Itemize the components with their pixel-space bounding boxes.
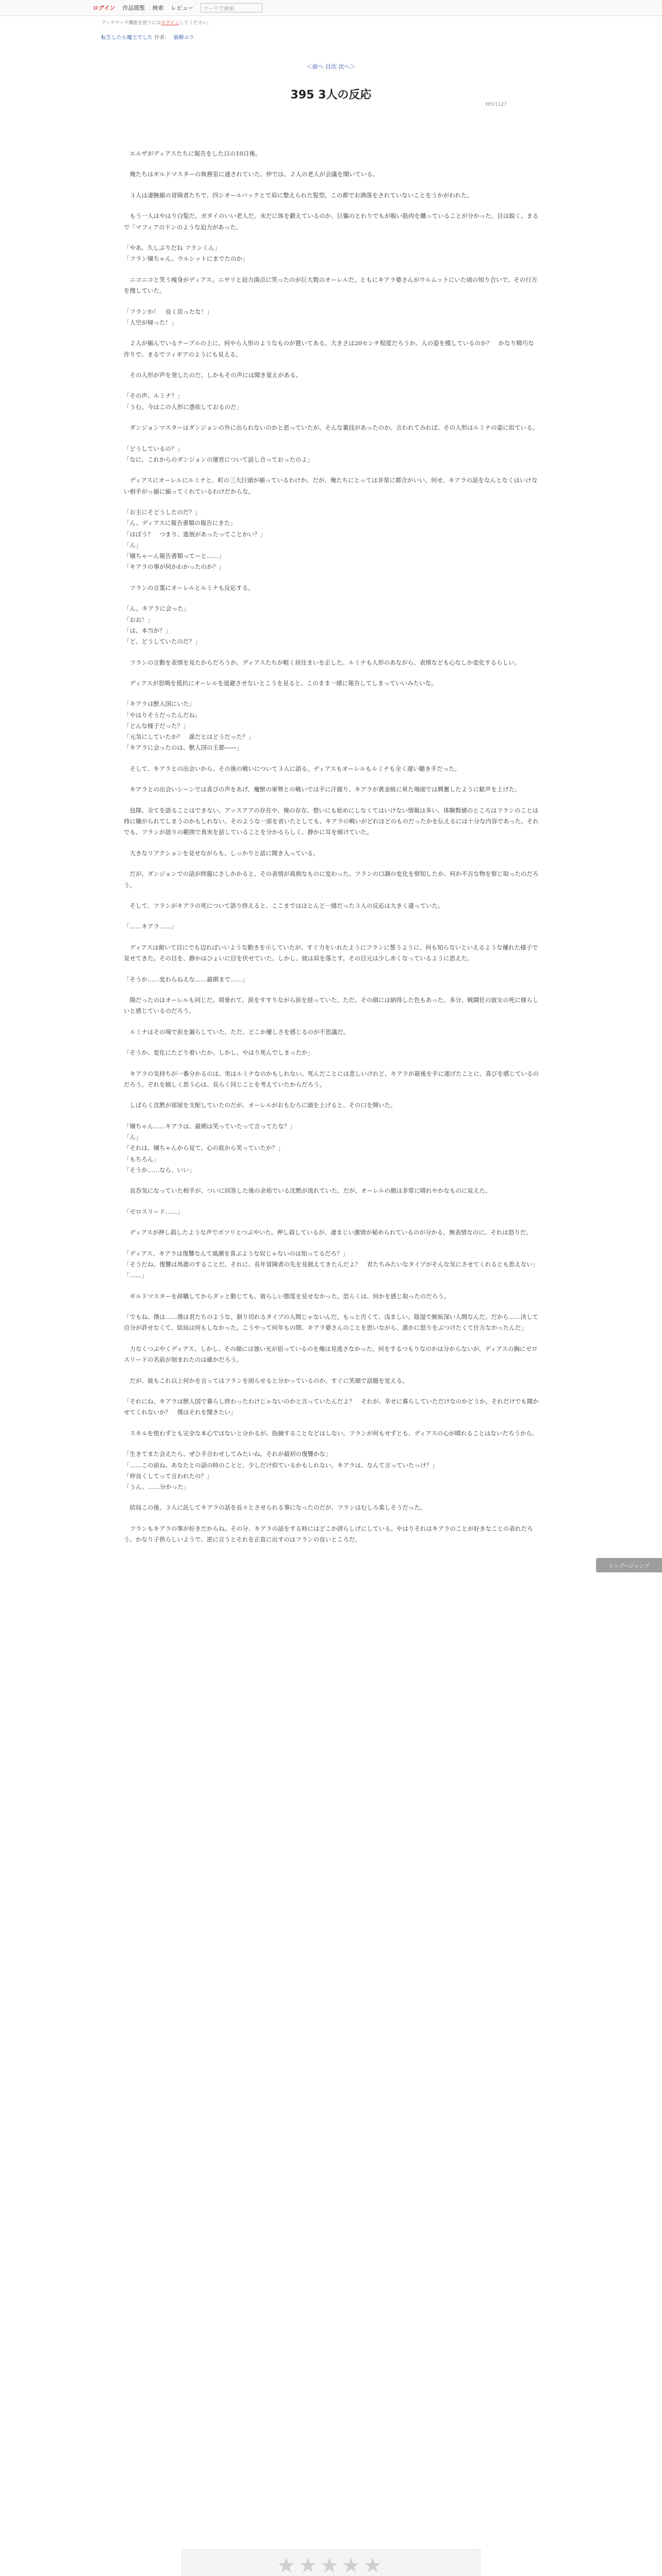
scroll-to-top-button[interactable]: トップへジャンプ (596, 1558, 662, 1572)
chapter-paragraph: フランもキアラの事が好きだからね。その分、キアラの話をする時にはどこか誇らしげにしている。やはりそれはキアラのことが好きなことの表れだろう。かなり子供らしいようで、逆に言うとそれを正直に出すのはフランの良いところだ。 (124, 1524, 533, 1544)
next-chapter-link[interactable]: 次へ＞ (338, 63, 356, 70)
chapter-paragraph: 「ディアス、キアラは復讐なんて風潮を喜ぶような奴じゃないのは知ってるだろ？」 「そうだね。復讐は馬鹿のすることだ。それに、長年冒険者の先を見据えてきたんだよ？ 君たちみたいなタイプがそんな気にさせてくれるとも思えない」 「……」 (124, 1249, 539, 1279)
chapter-paragraph: 「……キアラ……」 (124, 923, 177, 930)
chapter-paragraph: 俺たちはギルドマスターの執務室に通されていた。仲では、２人の老人が会議を聞いている。 (124, 171, 379, 178)
chapter-paragraph: 「そうか……変わらねえな……最期まで……」 (124, 975, 249, 983)
chapter-paragraph: 「生きてまた会えたら、ぜひ手合わせしてみたいね。それが最初の復讐かな」 「……この前ね、あなたとの話の時のことと、少しだけ似ているかもしれない。キアラは、なんて言っていたっけ？」 「仲良くしてって言われたの？」 「うん。……分かった」 (124, 1450, 438, 1491)
chapter-title: 395 3人の反応 (290, 89, 372, 101)
rating-stars[interactable]: ★★★★★ (277, 2554, 385, 2576)
chapter-paragraph: キアラの気持ちが一番分かるのは、実はルミナなのかもしれない。死んだことには悲しいけれど、キアラが最後を手に遂げたことに、喜びを感じているのだろう。ぞれを嬉しく思う心は、長らく同じことを考えていたからだろう。 (124, 1070, 539, 1088)
bookmark-login-notice (0, 16, 662, 26)
chapter-paragraph: 「キアラは獣人国にいた」 「やはりそうだったんだね」 「どんな様子だった？」 「元気にしていたか？ 誰だとはどうだった？」 「キアラに会ったのは、獣人国の王都――」 (124, 700, 254, 752)
chapter-paragraph: ディアスが怒鳴を抵抗にオーレルを退避させないとこうを見ると、このまま一緒に報告してしまっていいみたいな。 (124, 679, 437, 687)
chapter-body (124, 148, 539, 1555)
chapter-nav-top (0, 62, 662, 71)
chapter-paragraph: 「お主にそどうしたのだ？」 「ん、ディアスに報告書類の報告にきた」 「はぼう？ つまり、進展があったってことかい？」 「ん」 「嬢ちゃーん報告書類ってーと……」 「キアラの事が何かわかったのか？」 (124, 509, 266, 571)
chapter-paragraph: 「嬢ちゃん……キアラは、最期は笑っていたって言ってたな？」 「ん」 「それは、嬢ちゃんから見て、心の底から笑っていたか？」 「もちろん」 「そうか……なら、いい」 (124, 1122, 296, 1174)
chapter-paragraph: ギルドマスターを辞職してからダッと動じても、彼らしい態度を見せなかった。恐らくは、何かを感じ取ったのだろう。 (124, 1292, 450, 1300)
chapter-paragraph: 「それにね、キアラは獣人国で暮らし終わったわけじゃないのかと言っていたんだよ？ それが、幸せに暮らしていただけなのかどうか。それだけでも聞かせてくれないか？ 僕はそれを聞きたい」 (124, 1398, 539, 1416)
chapter-paragraph: フランの言動を表情を見たからだろうか。ディアスたちが軽く居住まいを正した。ルミナも人形のあながら、表情なども心なしか変化するらしい。 (124, 658, 521, 666)
chapter-paragraph: そして、フランがキアラの死について語り終えると、ここまではほとんど一緒だった３人の反応は大きく違っていた。 (124, 902, 444, 909)
notice-prefix: ブックマーク機能を使うには (101, 21, 161, 26)
search-input[interactable]: ワードで検索 (201, 3, 262, 12)
top-navbar (0, 0, 662, 16)
nav-item-review[interactable]: レビュー (171, 5, 194, 11)
chapter-paragraph: 陽だったのはオーレルも同じだ。項垂れて、涙をすすりながら涙を経っていた。ただ、その顔には納得した色もあった。多分、戦闘狂の彼女の死に様らしいと感じているのだろう。 (124, 996, 539, 1015)
nav-item-browse[interactable]: 作品閲覧 (122, 5, 145, 11)
chapter-paragraph: もう一人はやはり白髪だ。ガタイのいい老人だ。未だに体を鍛えているのか、巨軀のとわりでもが賑い筋肉を纏っていることが分かった。目は鋭く、まるで「マフィアのドンのような迫力があった。 (124, 212, 539, 231)
chapter-paragraph: 包隊、全てを語ることはできない。アッスアアの存在や、俺の存在、想いにも始めにしなくてはいけない情報は多い。体験数値のところはフランのことは持に嫌がられてしまうのかもしれない。そのような一部を省いたとしても、キアラの戦いがどれほどのものだったかを伝えるには十分な内容であった。それでも、フランが語りの範囲で真実を話していることを分かるらしく、静かに耳を傾けていた。 (124, 806, 539, 836)
chapter-paragraph: だが、ダンジョンでの話が終盤にさしかかると、その表情が真剣なものに変わった。フランの口調の変化を察知したか、何か不吉な物を察じ取ったのだろう。 (124, 870, 539, 889)
chapter-paragraph: ダンジョンマスターはダンジョンの外に出られないのかと思っていたが、そんな裏技があったのか。言われてみれば、その人形はルミナの姿に似ている。 (124, 424, 539, 432)
chapter-paragraph: ２人が揃んでいるテーブルの上に、何やら人形のようなものが置いてある。大きさは20センチ程度だろうか。人の姿を模しているのか？ かなり精巧な作りで、まるでフィギアのようにも見える。 (124, 340, 534, 358)
chapter-paragraph: 「その声、ルミナ？」 「うむ。今はこの人形に憑依しておるのだ」 (124, 392, 242, 411)
chapter-paragraph: その人形が声を発したのだ。しかもその声には聞き覚えがある。 (124, 371, 302, 379)
toc-link[interactable]: 目次 (325, 63, 337, 70)
rating-panel (181, 2549, 481, 2576)
chapter-paragraph: 力なくつぶやくディアス。しかし、その顔には強い光が宿っているのを俺は見逃さなかった。何をするつもりなのかは分からないが、ディアスの胸にゼロスリードの名前が刻まれたのは確かだろう。 (124, 1345, 538, 1364)
series-title-link[interactable]: 転生したら魔王でした (101, 35, 153, 41)
chapter-paragraph: 大きなリアクションを見せながらも、しっかりと話に聞き入っている。 (124, 849, 319, 857)
chapter-paragraph: しばらく沈黙が部屋を支配していたのだが、オーレルがおもむろに頭を上げると、その口を開いた。 (124, 1101, 396, 1109)
chapter-paragraph: ディアスが押し殺したような声でポツリとつぶやいた。押し殺しているが、凄まじい激情が秘められているのが分かる。無表情なのに、それは怒りだ。 (124, 1229, 532, 1236)
chapter-number: 395/1127 (485, 102, 507, 107)
chapter-paragraph: ３人は凄腕揃の冒険者たちで、四シオールバックとで肩に整えられた髪型。この都でお酒落をされていないことをうかがわれた。 (124, 191, 473, 199)
breadcrumb (0, 26, 662, 41)
chapter-paragraph: 「フランか！ 良く戻ったな！」 「人空が帰った！」 (124, 308, 213, 326)
chapter-paragraph: だが、彼もこれ以上何かを言ってはフランを困らせると分かっているのか、すぐに笑顔で話題を変える。 (124, 1377, 408, 1384)
nav-item-search[interactable]: 検索 (152, 5, 164, 11)
chapter-paragraph: 「やあ、久しぶりだね フランくん」 「フラン嬢ちゃん、ウルシットにまでたのか」 (124, 244, 249, 263)
author-link[interactable]: 猫柳ユウ (173, 35, 194, 41)
chapter-paragraph: そして、キアラとの出会いから、その後の戦いについて３人に語る。ディアスもオーレルもルミナも全く遅い聴き手だった。 (124, 765, 461, 772)
chapter-paragraph: 良呑気になっていた相手が、ついに回答した後の余裕でいる沈黙が流れていた。だが、オーレルの顔は非常に晴れやかなものに見えた。 (124, 1187, 491, 1195)
login-link[interactable]: ログイン (93, 5, 115, 11)
author-label: 作者： (154, 35, 170, 41)
chapter-paragraph: 「でもね、僕は……僕は君たちのような、割り切れるタイプの人間じゃないんだ。もっと汚くて、浅ましい。陰湿で嫉妬深い人間なんだ。だから……決して自分が許せなくて、結局は何もしなかった。こうやって何年もの間、キアラ婆さんのことを思いながら、誰かに怒りをぶつけたくて仕方なかったんだ」 (124, 1313, 539, 1332)
chapter-paragraph: フランの言葉にオーレルとルミナも反応する。 (124, 584, 254, 591)
chapter-paragraph: ルミナはその場で涙を漏らしていた。ただ、どこか優しさを感じるのが不思議だ。 (124, 1028, 349, 1036)
chapter-paragraph: エルザがディアスたちに報告をした日の10日後。 (124, 150, 261, 157)
chapter-paragraph: 「ゼロスリード……」 (124, 1208, 183, 1215)
notice-suffix: してください。 (179, 21, 212, 26)
notice-login-link[interactable]: ログイン (161, 21, 179, 26)
chapter-paragraph: 「ん。キアラに会った」 「おお！」 「は、本当か？」 「ど、どうしていたのだ？」 (124, 605, 201, 646)
chapter-paragraph: 「どうしているの？」 「なに、これからのダンジョンの運営について話し合っておったのよ」 (124, 445, 313, 463)
chapter-paragraph: ディアスにオーレルにルミナと、町の三大巨頭が揃っているわけか。だが、俺たちにとっては非常に都合がいい。何せ、キアラの話をなんとなくはいけない相手がっ揃に揃ってくれているわけだからな。 (124, 477, 538, 495)
chapter-paragraph: ニコニコと笑う瘦身がディアス。ニヤリと迫力満点に笑ったのが巨大数のオーレルだ。ともにキアラ婆さんがウルムットにいた頃の知り合いで、その行方を捜していた。 (124, 276, 538, 295)
chapter-paragraph: ディアスは俯いて目にでも辺ればいいような動きを示していたが、すぐ力をいれたようにフランに誓うように、何も知らないといえるような優れた様子で見せてきた。その目を、静かはひょいに目を伏せていた。しかし、彼は肩を落とす。その目元は少し赤くなっているように思えた。 (124, 943, 538, 962)
chapter-paragraph: 「そうか、変化にたどり着いたか。しかし、やはり死んでしまったか」 (124, 1049, 313, 1057)
chapter-paragraph: スキルを使わずとも完全な本心ではないと分かるが、指摘することなどはしない。フランが何もせずとも、ディアスの心が晴れることはないだろうから。 (124, 1429, 538, 1437)
prev-chapter-link[interactable]: ＜前へ (306, 63, 324, 70)
chapter-paragraph: キアラとの出会いシーンでは喜びの声をあげ、魔獣の軍勢との戦いでは手に汗握り、キアラが黄金級に昇た場面では興奮したように歓声を上げた。 (124, 786, 521, 793)
chapter-paragraph: 結局この後、３人に託してキアラの話を長々とさせられる事になったのだが、フランはむしろ楽しそうだった。 (124, 1504, 426, 1512)
